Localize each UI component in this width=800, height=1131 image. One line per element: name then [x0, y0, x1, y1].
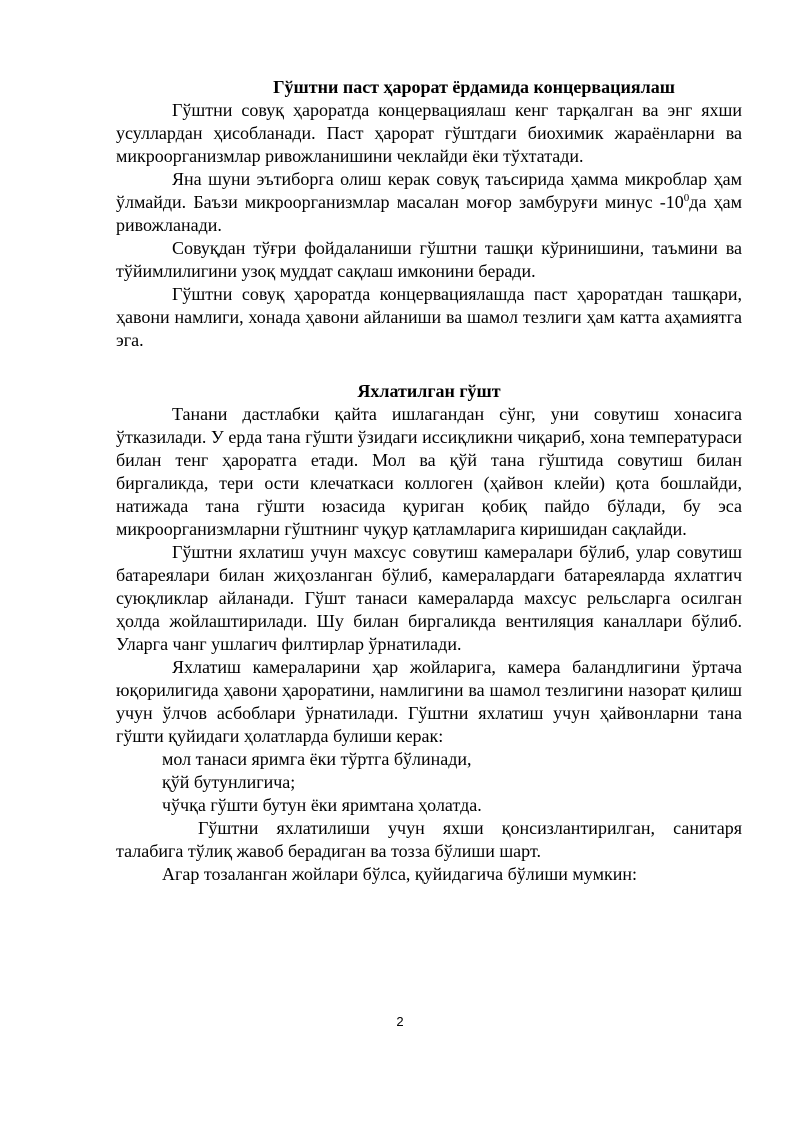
paragraph-cold-benefits: Совуқдан тўғри фойдаланиши гўштни ташқи кўринишини, таъмини ва тўйимлилигини узоқ муддат сақлаш имконини беради. [116, 238, 742, 281]
paragraph-cold-preservation-intro: Гўштни совуқ ҳароратда концервациялаш кенг тарқалган ва энг яхши усуллардан ҳисобланади. Паст ҳарорат гўштдаги биохимик жараёнларни ва микроорганизмлар ривожланишини чеклайди ёки тўхтатади. [116, 100, 742, 166]
paragraph-cleaned-areas: Агар тозаланган жойлари бўлса, қуйидагича бўлиши мумкин: [162, 864, 637, 884]
paragraph-cooling-room: Танани дастлабки қайта ишлагандан сўнг, уни совутиш хонасига ўтказилади. У ерда тана гўшти ўзидаги иссиқликни чиқариб, хона температураси билан тенг ҳароратга етади. Мол ва қўй тана гўштида совутиш билан биргаликда, тери ости клечаткаси коллоген (ҳайвон клейи) қота бошлайди, натижада тана гўшти юзасида қуриган қобиқ пайдо бўлади, бу эса микроорганизмларни гўштнинг чуқур қатламларига киришидан сақлайди. [116, 404, 742, 539]
list-item: мол танаси яримга ёки тўртга бўлинади, [162, 749, 472, 769]
mold-text-after: да ҳам ривожланади. [116, 192, 742, 235]
section-title-low-temperature-preservation: Гўштни паст ҳарорат ёрдамида концервациялаш [273, 77, 675, 97]
carcass-state-list [116, 748, 742, 817]
paragraph-humidity-factors: Гўштни совуқ ҳароратда концервациялашда паст ҳароратдан ташқари, ҳавони намлиги, хонада ҳавони айланиши ва шамол тезлиги ҳам катта аҳамиятга эга. [116, 284, 742, 350]
mold-text-before: Яна шуни эътиборга олиш керак совуқ таъсирида ҳамма микроблар ҳам ўлмайди. Баъзи микроорганизмлар масалан моғор замбуруғи минус -10 [116, 169, 742, 212]
paragraph-measuring-instruments: Яхлатиш камераларини ҳар жойларига, камера баландлигини ўртача юқорилигида ҳавони ҳароратини, намлигини ва шамол тезлигини назорат қилиш учун ўлчов асбоблари ўрнатилади. Гўштни яхлатиш учун ҳайвонларни тана гўшти қуйидаги ҳолатларда булиши керак: [116, 657, 742, 746]
page-content [116, 76, 742, 886]
degree-superscript: 0 [683, 192, 690, 204]
list-item: қўй бутунлигича; [162, 772, 296, 792]
paragraph-microbes-survival [116, 168, 742, 237]
section-title-chilled-meat: Яхлатилган гўшт [357, 381, 501, 401]
list-item: чўчқа гўшти бутун ёки яримтана ҳолатда. [162, 795, 482, 815]
page-number: 2 [396, 1014, 404, 1029]
paragraph-sanitary-requirements: Гўштни яхлатилиши учун яхши қонсизлантирилган, санитаря талабига тўлиқ жавоб берадиган ва тозза бўлиши шарт. [116, 818, 742, 861]
paragraph-cooling-chambers: Гўштни яхлатиш учун махсус совутиш камералари бўлиб, улар совутиш батареялари билан жиҳозланган бўлиб, камералардаги батареяларда яхлатгич суюқликлар айланади. Гўшт танаси камераларда махсус рельсларга осилган ҳолда жойлаштирилади. Шу билан биргаликда вентиляция каналлари бўлиб. Уларга чанг ушлагич филтирлар ўрнатилади. [116, 542, 742, 654]
